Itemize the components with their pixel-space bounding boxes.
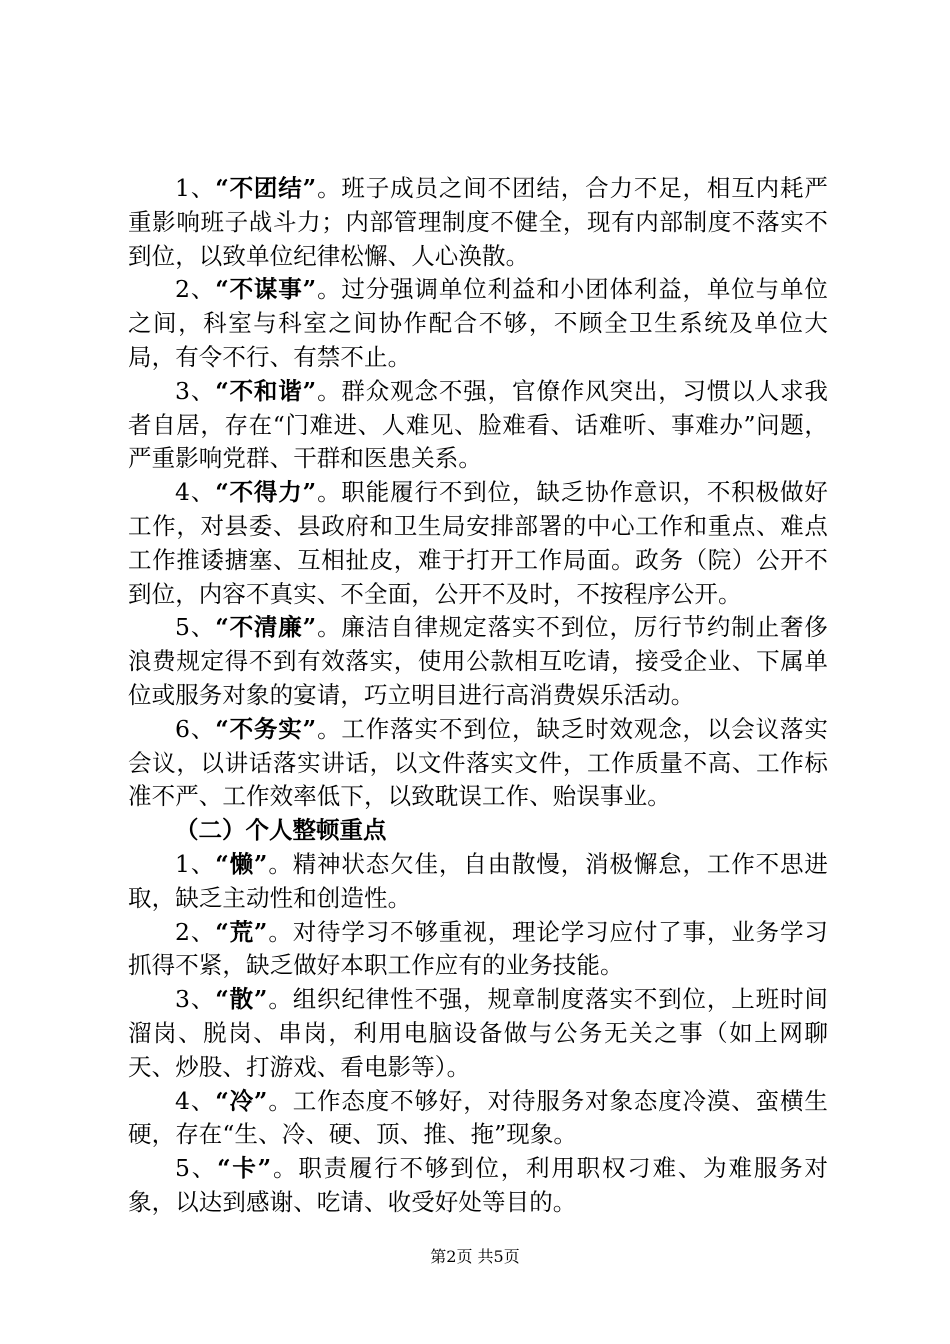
paragraph-item (128, 476, 828, 611)
item-heading: “不团结” (215, 174, 317, 202)
item-number: 5、 (175, 1154, 218, 1183)
section-heading: （二）个人整顿重点 (175, 816, 387, 845)
paragraph-item (128, 273, 828, 374)
item-text: 。工作态度不够好，对待服务对象态度冷漠、蛮横生硬，存在“生、冷、硬、顶、推、拖”现象。 (128, 1086, 828, 1149)
item-number: 1、 (175, 174, 216, 202)
item-heading: “不得力” (215, 478, 317, 507)
paragraph-item (128, 611, 828, 712)
item-number: 4、 (175, 1086, 216, 1115)
item-text: 。职能履行不到位，缺乏协作意识，不积极做好工作，对县委、县政府和卫生局安排部署的中心工作和重点、难点工作推诿搪塞、互相扯皮，难于打开工作局面。政务（院）公开不到位，内容不真实、不全面，公开不及时，不按程序公开。 (128, 478, 828, 608)
item-heading: “不和谐” (215, 376, 317, 405)
item-text: 。工作落实不到位，缺乏时效观念，以会议落实会议，以讲话落实讲话，以文件落实文件，工作质量不高、工作标准不严、工作效率低下，以致耽误工作、贻误事业。 (128, 714, 828, 811)
item-number: 5、 (175, 613, 216, 642)
document-body (128, 172, 828, 1220)
item-heading: “卡” (217, 1154, 272, 1183)
item-heading: “懒” (215, 849, 268, 878)
item-text: 。职责履行不够到位，利用职权刁难、为难服务对象，以达到感谢、吃请、收受好处等目的。 (128, 1154, 828, 1216)
paragraph-item (128, 848, 828, 916)
paragraph-item (128, 713, 828, 814)
item-heading: “荒” (215, 917, 268, 946)
item-text: 。过分强调单位利益和小团体利益，单位与单位之间，科室与科室之间协作配合不够，不顾全卫生系统及单位大局，有令不行、有禁不止。 (128, 275, 828, 371)
item-text: 。廉洁自律规定落实不到位，厉行节约制止奢侈浪费规定得不到有效落实，使用公款相互吃请，接受企业、下属单位或服务对象的宴请，巧立明目进行高消费娱乐活动。 (128, 613, 828, 709)
item-number: 2、 (175, 917, 216, 946)
item-text: 。群众观念不强，官僚作风突出，习惯以人求我者自居，存在“门难进、人难见、脸难看、话难听、事难办”问题，严重影响党群、干群和医患关系。 (128, 376, 828, 473)
paragraph-item (128, 1085, 828, 1153)
paragraph-item (128, 172, 828, 273)
paragraph-item (128, 983, 828, 1084)
item-text: 。班子成员之间不团结，合力不足，相互内耗严重影响班子战斗力；内部管理制度不健全，现有内部制度不落实不到位，以致单位纪律松懈、人心涣散。 (128, 174, 828, 270)
item-text: 。对待学习不够重视，理论学习应付了事，业务学习抓得不紧，缺乏做好本职工作应有的业务技能。 (128, 917, 828, 980)
paragraph-item (128, 916, 828, 984)
item-number: 3、 (175, 376, 216, 405)
item-heading: “不谋事” (215, 275, 317, 304)
item-heading: “冷” (215, 1086, 268, 1115)
paragraph-item (128, 375, 828, 476)
item-number: 3、 (175, 985, 216, 1014)
item-number: 6、 (175, 714, 216, 743)
item-heading: “不务实” (215, 714, 317, 743)
page-footer: 第2页 共5页 (430, 1247, 520, 1266)
item-number: 1、 (175, 849, 216, 878)
item-heading: “不清廉” (215, 613, 317, 642)
item-number: 2、 (175, 275, 216, 304)
item-number: 4、 (175, 478, 216, 507)
item-text: 。精神状态欠佳，自由散慢，消极懈怠，工作不思进取，缺乏主动性和创造性。 (128, 849, 828, 912)
item-text: 。组织纪律性不强，规章制度落实不到位，上班时间溜岗、脱岗、串岗，利用电脑设备做与公务无关之事（如上网聊天、炒股、打游戏、看电影等）。 (128, 985, 828, 1081)
paragraph-item (128, 1152, 828, 1220)
item-heading: “散” (215, 985, 268, 1014)
